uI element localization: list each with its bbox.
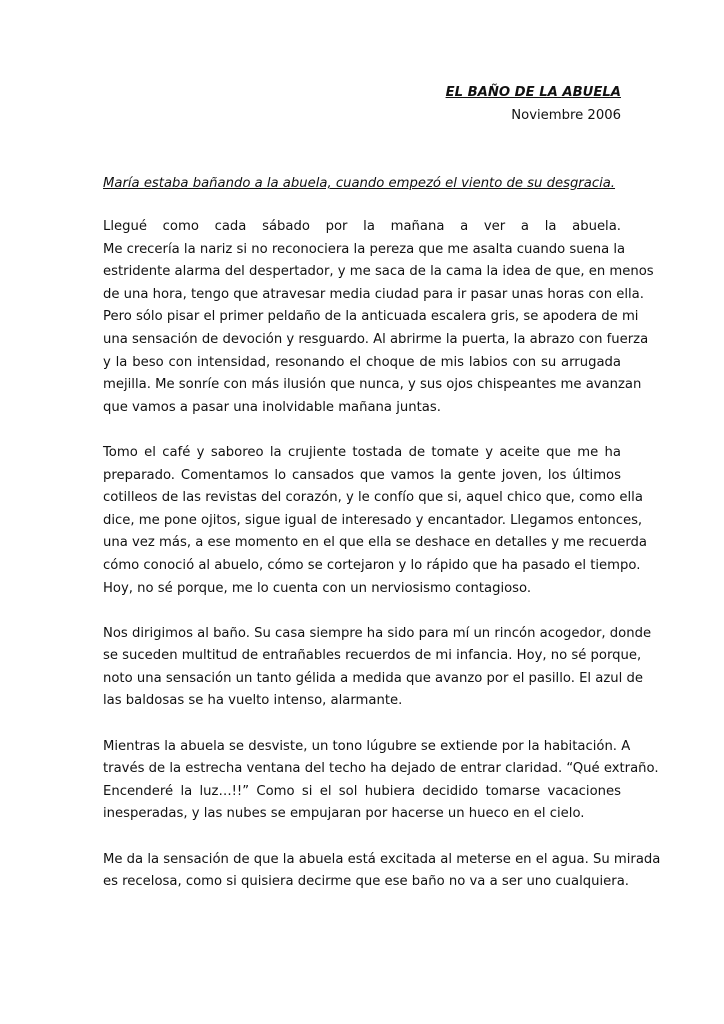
paragraph-1 xyxy=(103,216,654,419)
paragraph-5 xyxy=(103,849,661,894)
paragraph-line: preparado. Comentamos lo cansados que vamos la gente joven, los últimos xyxy=(103,467,621,483)
document-subtitle: María estaba bañando a la abuela, cuando empezó el viento de su desgracia. xyxy=(103,176,616,191)
paragraph-line: Encenderé la luz…!!” Como si el sol hubiera decidido tomarse vacaciones xyxy=(103,783,621,799)
paragraph-line: Hoy, no sé porque, me lo cuenta con un nerviosismo contagioso. xyxy=(103,580,532,596)
document-body xyxy=(103,216,661,916)
paragraph-line: Pero sólo pisar el primer peldaño de la anticuada escalera gris, se apodera de mi xyxy=(103,309,639,325)
paragraph-2 xyxy=(103,442,647,600)
paragraph-line: Me da la sensación de que la abuela está excitada al meterse en el agua. Su mirada xyxy=(103,851,661,867)
paragraph-line: una sensación de devoción y resguardo. Al abrirme la puerta, la abrazo con fuerza xyxy=(103,331,649,347)
document-date: Noviembre 2006 xyxy=(511,108,621,123)
paragraph-line: estridente alarma del despertador, y me saca de la cama la idea de que, en menos xyxy=(103,264,654,280)
paragraph-line: las baldosas se ha vuelto intenso, alarmante. xyxy=(103,693,403,709)
paragraph-line: Llegué como cada sábado por la mañana a ver a la abuela. xyxy=(103,219,621,234)
paragraph-line: y la beso con intensidad, resonando el choque de mis labios con su arrugada xyxy=(103,354,621,370)
paragraph-line: de una hora, tengo que atravesar media ciudad para ir pasar unas horas con ella. xyxy=(103,286,644,302)
paragraph-line: Mientras la abuela se desviste, un tono lúgubre se extiende por la habitación. A xyxy=(103,738,631,754)
paragraph-line: Nos dirigimos al baño. Su casa siempre ha sido para mí un rincón acogedor, donde xyxy=(103,625,652,641)
paragraph-line: se suceden multitud de entrañables recuerdos de mi infancia. Hoy, no sé porque, xyxy=(103,648,642,664)
paragraph-line: dice, me pone ojitos, sigue igual de interesado y encantador. Llegamos entonces, xyxy=(103,512,643,528)
paragraph-line: inesperadas, y las nubes se empujaran por hacerse un hueco en el cielo. xyxy=(103,806,585,822)
paragraph-line: cotilleos de las revistas del corazón, y le confío que si, aquel chico que, como ella xyxy=(103,490,643,506)
paragraph-3 xyxy=(103,623,652,713)
paragraph-line: que vamos a pasar una inolvidable mañana juntas. xyxy=(103,399,441,415)
paragraph-line: Tomo el café y saboreo la crujiente tostada de tomate y aceite que me ha xyxy=(103,444,621,460)
document-title: EL BAÑO DE LA ABUELA xyxy=(445,85,621,100)
paragraph-line: cómo conoció al abuelo, cómo se cortejaron y lo rápido que ha pasado el tiempo. xyxy=(103,557,641,573)
paragraph-line: es recelosa, como si quisiera decirme que ese baño no va a ser uno cualquiera. xyxy=(103,874,629,890)
paragraph-line: través de la estrecha ventana del techo ha dejado de entrar claridad. “Qué extraño. xyxy=(103,761,659,777)
paragraph-line: una vez más, a ese momento en el que ella se deshace en detalles y me recuerda xyxy=(103,535,647,551)
paragraph-line: noto una sensación un tanto gélida a medida que avanzo por el pasillo. El azul de xyxy=(103,670,643,686)
paragraph-4 xyxy=(103,736,659,826)
paragraph-line: Me crecería la nariz si no reconociera la pereza que me asalta cuando suena la xyxy=(103,241,626,257)
paragraph-line: mejilla. Me sonríe con más ilusión que nunca, y sus ojos chispeantes me avanzan xyxy=(103,377,642,393)
